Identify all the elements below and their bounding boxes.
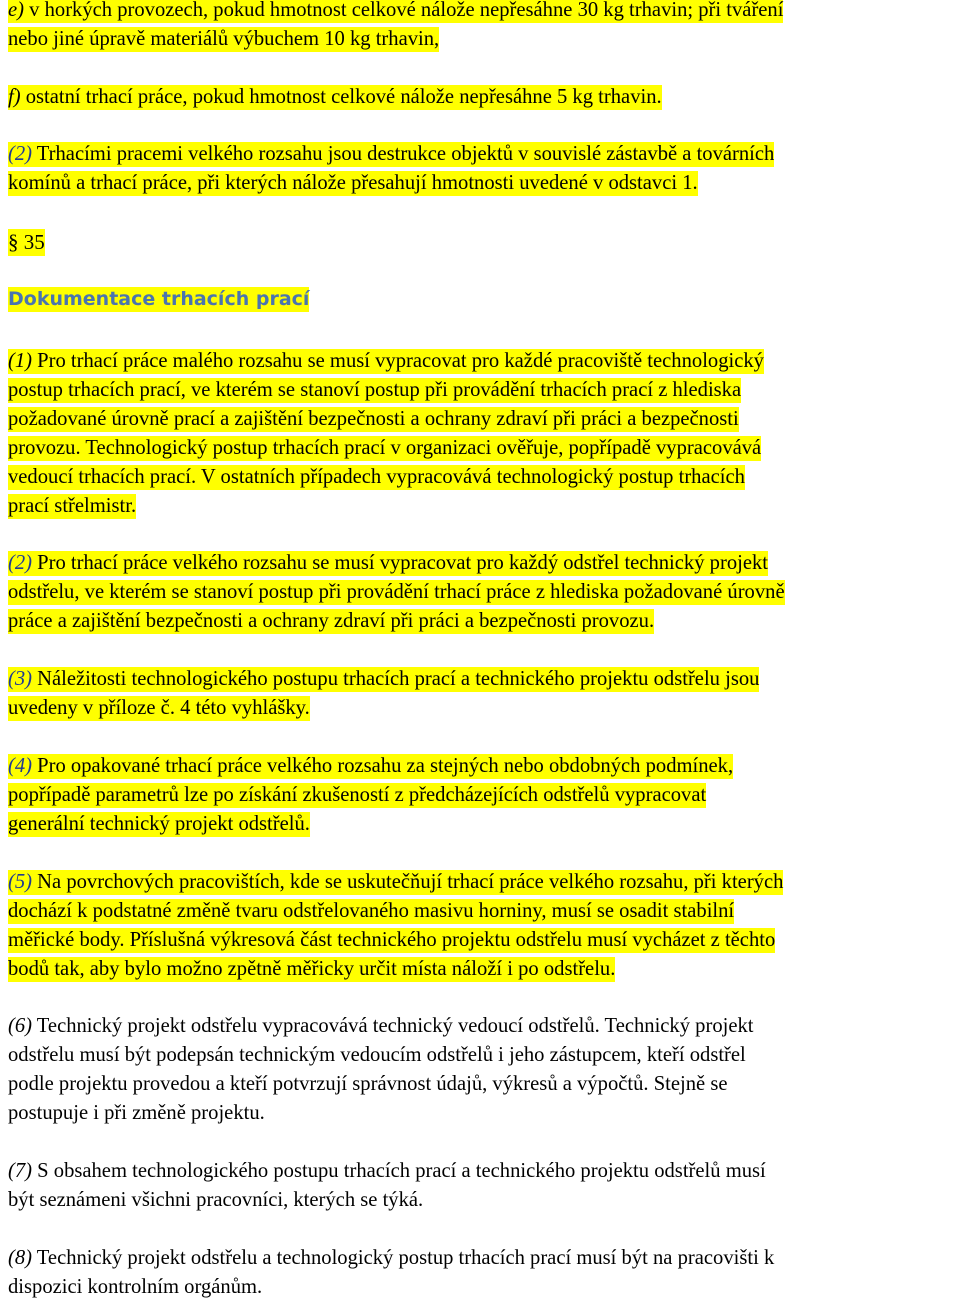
paragraph-line: (8) Technický projekt odstřelu a technologický postup trhacích prací musí být na pracovišti k [8,1247,775,1269]
paragraph-line: postup trhacích prací, ve kterém se stanoví postup při provádění trhacích prací z hlediska [8,379,742,401]
paragraph-line: popřípadě parametrů lze po získání zkušeností z předcházejících odstřelů vypracovat [8,784,707,806]
paragraph-line: (6) Technický projekt odstřelu vypracovává technický vedoucí odstřelů. Technický projekt [8,1015,754,1037]
paragraph-number: e) [8,0,24,21]
paragraph-6 [8,1012,958,1128]
paragraph-2-top [8,140,958,198]
paragraph-line: bodů tak, aby bylo možno zpětně měřicky určit místa náloží i po odstřelu. [8,958,616,980]
paragraph-line: (4) Pro opakované trhací práce velkého rozsahu za stejných nebo obdobných podmínek, [8,755,734,777]
paragraph-line: měřické body. Příslušná výkresová část technického projektu odstřelu musí vycházet z těchto [8,929,776,951]
paragraph-line: prací střelmistr. [8,495,137,517]
section-heading: Dokumentace trhacích prací [8,288,310,310]
paragraph-number: (7) [8,1160,33,1182]
paragraph-number: (2) [8,552,33,574]
paragraph-number: (4) [8,755,33,777]
section-number: § 35 [8,230,45,254]
paragraph-number: (1) [8,350,33,372]
paragraph-line: provozu. Technologický postup trhacích prací v organizaci ověřuje, popřípadě vypracovává [8,437,762,459]
paragraph-5 [8,868,958,984]
paragraph-line: požadované úrovně prací a zajištění bezpečnosti a ochrany zdraví při práci a bezpečnosti [8,408,739,430]
paragraph-8 [8,1244,958,1302]
paragraph-line: (3) Náležitosti technologického postupu trhacích prací a technického projektu odstřelu jsou [8,668,760,690]
paragraph-number: (2) [8,143,33,165]
paragraph-line: komínů a trhací práce, při kterých nálože přesahují hmotnosti uvedené v odstavci 1. [8,172,698,194]
paragraph-1 [8,347,958,521]
paragraph-line: (1) Pro trhací práce malého rozsahu se musí vypracovat pro každé pracoviště technologický [8,350,764,372]
paragraph-e [8,0,958,54]
paragraph-line: (2) Trhacími pracemi velkého rozsahu jsou destrukce objektů v souvislé zástavbě a továrních [8,143,775,165]
paragraph-7 [8,1157,958,1215]
paragraph-line: (2) Pro trhací práce velkého rozsahu se musí vypracovat pro každý odstřel technický projekt [8,552,768,574]
paragraph-4 [8,752,958,839]
paragraph-number: f) [8,86,21,108]
paragraph-line: generální technický projekt odstřelů. [8,813,310,835]
paragraph-line: (7) S obsahem technologického postupu trhacích prací a technického projektu odstřelů musí [8,1160,766,1182]
paragraph-number: (5) [8,871,33,893]
paragraph-line: odstřelu, ve kterém se stanoví postup při provádění trhací práce z hlediska požadované úrovně [8,581,785,603]
paragraph-line: být seznámeni všichni pracovníci, kterých se týká. [8,1189,424,1211]
paragraph-line: odstřelu musí být podepsán technickým vedoucím odstřelů i jeho zástupcem, kteří odstřel [8,1044,746,1066]
paragraph-line: postupuje i při změně projektu. [8,1102,265,1124]
paragraph-line: práce a zajištění bezpečnosti a ochrany zdraví při práci a bezpečnosti provozu. [8,610,655,632]
paragraph-line: f) ostatní trhací práce, pokud hmotnost celkové nálože nepřesáhne 5 kg trhavin. [8,86,662,108]
paragraph-number: (8) [8,1247,33,1269]
paragraph-line: uvedeny v příloze č. 4 této vyhlášky. [8,697,310,719]
paragraph-3 [8,665,958,723]
paragraph-line: dispozici kontrolním orgánům. [8,1276,263,1298]
paragraph-number: (3) [8,668,33,690]
paragraph-line: dochází k podstatné změně tvaru odstřelovaného masivu horniny, musí se osadit stabilní [8,900,735,922]
paragraph-2 [8,549,958,636]
paragraph-line: (5) Na povrchových pracovištích, kde se uskutečňují trhací práce velkého rozsahu, při kterých [8,871,784,893]
paragraph-line: e) v horkých provozech, pokud hmotnost celkové nálože nepřesáhne 30 kg trhavin; při tváření [8,0,784,21]
paragraph-f [8,83,958,112]
paragraph-number: (6) [8,1015,33,1037]
paragraph-line: podle projektu provedou a kteří potvrzují správnost údajů, výkresů a výpočtů. Stejně se [8,1073,728,1095]
paragraph-line: vedoucí trhacích prací. V ostatních případech vypracovává technologický postup trhacích [8,466,745,488]
paragraph-line: nebo jiné úpravě materiálů výbuchem 10 kg trhavin, [8,28,440,50]
